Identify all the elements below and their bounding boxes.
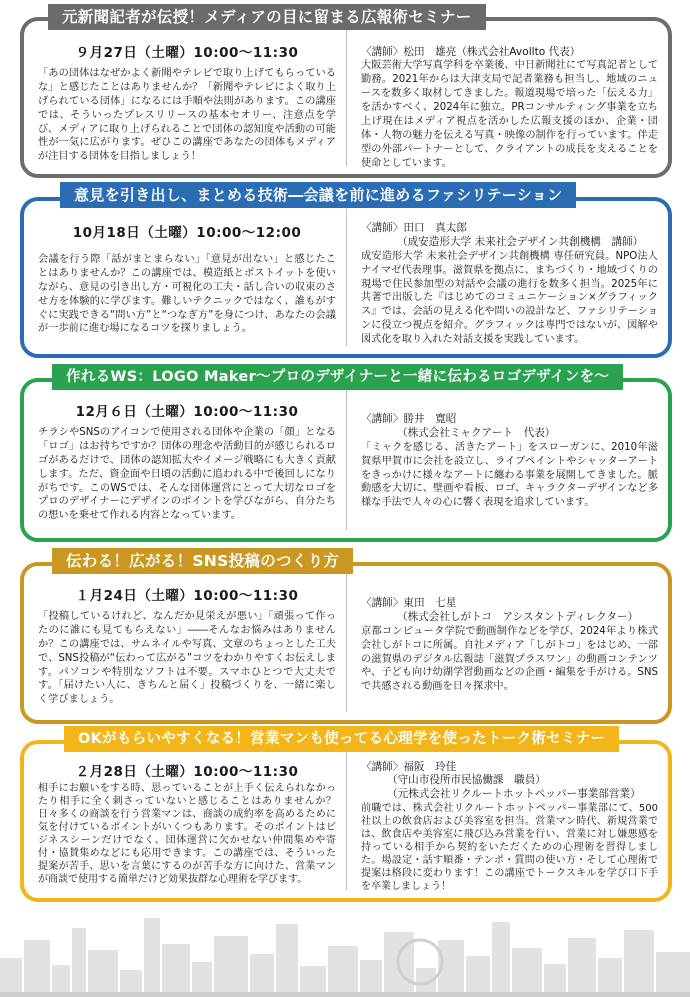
- seminar-section-3: [20, 364, 672, 542]
- lecturer-bio: 京都コンピュータ学院で動画制作などを学び、2024年より株式会社しがトコに所属。自社メディア「しがトコ」をはじめ、一部の滋賀県のデジタル広報誌「滋賀プラスワン」の動画コンテンツや、子ども向け幼湖学習動画などの企画・編集を手がける。SNSで共感される動画を日々探求中。: [361, 625, 658, 693]
- seminar-description: チラシやSNSのアイコンで使用される団体や企業の「顔」となる「ロゴ」はお持ちですか？団体の理念や活動目的が感じられるロゴがあるだけで、団体の認知拡大やイメージ戦略にも大きく貢献します。ただ、資金面や日頃の活動に追われる中で後回しになりがちです。このWSでは、そんな団体運営にとって大切なロゴをプロのデザイナーにデザインのポイントを学びながら、自分たちの想いを乗せて作れる内容となっています。: [38, 427, 336, 522]
- lecturer-bio: 大阪芸術大学写真学科を卒業後、中日新聞社にて写真記者として勤務。2021年からは大津支局で記者業務も担当し、地域のニュースを数多く取材してきました。報道現場で培った「伝える力」を活かすべく、2024年に独立。PRコンサルティング事業を立ち上げ現在はメディア視点を活かした広報支援のほか、企業・団体・人物の魅力を伝える写真・映像の制作を行っています。伴走型の外部パートナーとして、クライアントの成長を支えることを使命としています。: [361, 60, 658, 169]
- lecturer-bio: 成安造形大学 未来社会デザイン共創機構 専任研究員。NPO法人ナイマゼ代表理事。滋賀県を拠点に、まちづくり・地域づくりの現場で住民参加型の対話や会議の進行を数多く担当。2025年に共著で出版した『はじめてのコミュニケーション×グラフィックス』では、会話の見える化や問いの設計など、ファシリテーションに役立つ視点を紹介。グラフィックは専門ではないが、図解や図式化を取り入れた対話支援を実践しています。: [361, 250, 658, 346]
- seminar-section-1: [20, 4, 672, 178]
- seminar-description: 「投稿しているけれど、なんだか見栄えが悪い」「頑張って作ったのに誰にも見てもらえない」――そんなお悩みはありませんか？この講座では、サムネイルや写真、文章のちょっとした工夫で、SNS投稿が“伝わって広がる”コツをわかりやすくお伝えします。パソコンや特別なソフトは不要。スマホひとつで大丈夫です。「届けたい人に、きちんと届く」投稿づくりを、一緒に楽しく学びましょう。: [38, 611, 336, 706]
- lecturer-name: 〈講師〉福阪 玲佳: [361, 761, 457, 773]
- seminar-title-3: 作れるWS：LOGO Maker～プロのデザイナーと一緒に伝わるロゴデザインを～: [52, 364, 623, 390]
- seminar-frame-5: [20, 740, 672, 902]
- seminar-title-4: 伝わる！広がる！SNS投稿のつくり方: [52, 548, 353, 574]
- seminar-section-5: [20, 726, 672, 902]
- seminar-title-5: OKがもらいやすくなる！営業マンも使ってる心理学を使ったトーク術セミナー: [64, 726, 619, 752]
- seminar-frame-2: [20, 197, 672, 358]
- seminar-frame-4: [20, 562, 672, 724]
- seminar-section-2: [20, 182, 672, 358]
- lecturer-name: 〈講師〉東田 七星: [361, 597, 457, 609]
- seminar-frame-1: [20, 17, 672, 178]
- lecturer-name: 〈講師〉松田 雄亮（株式会社Avollto 代表）: [361, 46, 581, 58]
- seminar-description: 相手にお願いをする時、思っていることが上手く伝えられなかったり相手に全く刺さっていないと感じることはありませんか？日々多くの商談を行う営業マンは、商談の成約率を高めるために気を付けているポイントがいくつもあります。そのポイントはビジネスシーンだけでなく、団体運営に欠かせない仲間集めや寄付・協賛集めなどにも応用できます。この講座では、そういった提案が苦手、思いを言葉にするのが苦手な方に向けた、営業マンが商談で使用する簡単だけど効果抜群な心理術を学びます。: [38, 783, 336, 885]
- seminar-date: 12月６日（土曜）10:00～11:30: [75, 404, 299, 420]
- seminar-title-2: 意見を引き出し、まとめる技術―会議を前に進めるファシリテーション: [60, 182, 576, 208]
- lecturer-name: 〈講師〉勝井 寛昭: [361, 413, 457, 425]
- seminar-date: 10月18日（土曜）10:00～12:00: [72, 225, 302, 241]
- lecturer-bio: 前職では、株式会社リクルートホットペッパー事業部にて、500社以上の飲食店および美容室を担当。営業マン時代、新規営業では、飲食店や美容室に飛び込み営業を行い、営業に対し嫌悪感を持っている相手から契約をいただくための心理術を習得しました。場設定・話す順番・テンポ・質問の使い方・そして心理術で提案は格段に変わります！この講座でトークスキルを学び口下手を卒業しましょう！: [361, 802, 658, 892]
- seminar-section-4: [20, 548, 672, 724]
- seminar-description: 「あの団体はなぜかよく新聞やテレビで取り上げてもらっているな」と感じたことはありませんか？「新聞やテレビによく取り上げられている団体」になるには手順や法則があります。この講座では、そういったプレスリリースの基本セオリー、注意点を学び、メディアに取り上げられることで団体の認知度や活動の可能性が一気に広がります。ぜひこの講座であなたの団体もメディアが注目する団体を目指しましょう！: [38, 68, 336, 163]
- seminar-frame-3: [20, 378, 672, 542]
- lecturer-affiliation: （株式会社しがトコ アシスタントディレクター）: [397, 611, 639, 624]
- lecturer-affiliation: （守山市役所市民協働課 職員） （元株式会社リクルートホットペッパー事業部営業）: [387, 774, 641, 801]
- seminar-date: ２月28日（土曜）10:00～11:30: [75, 764, 299, 780]
- seminar-title-1: 元新聞記者が伝授！メディアの目に留まる広報術セミナー: [48, 4, 486, 30]
- lecturer-bio: 「ミャクを感じる、活きたアート」をスローガンに、2010年滋賀県甲賀市に会社を設立し、ライブペイントやシャッターアートをきっかけに様々なアートに纏わる事業を展開してきました。脈動感を大切に、壁画や看板、ロゴ、キャラクターデザインなど多様な手法で人々の心に響く表現を追求しています。: [361, 441, 658, 509]
- lecturer-name: 〈講師〉田口 真太郎: [361, 222, 467, 234]
- seminar-description: 会議を行う際「話がまとまらない」「意見が出ない」と感じたことはありませんか？この講座では、模造紙とポストイットを使いながら、意見の引き出し方・可視化の工夫・話し合いの収束のさせ方を体験的に学びます。難しいテクニックではなく、誰もがすぐに実践できる“問い方”と“つなぎ方”を身につけ、あなたの会議が一歩前に進む場になるコツを探りましょう。: [38, 254, 336, 335]
- seminar-date: ９月27日（土曜）10:00～11:30: [75, 45, 299, 61]
- lecturer-affiliation: （株式会社ミャクアート 代表）: [397, 427, 556, 440]
- lecturer-affiliation: （成安造形大学 未来社会デザイン共創機構 講師）: [397, 236, 644, 249]
- seminar-date: １月24日（土曜）10:00～11:30: [75, 588, 299, 604]
- city-skyline-illustration: [0, 910, 690, 997]
